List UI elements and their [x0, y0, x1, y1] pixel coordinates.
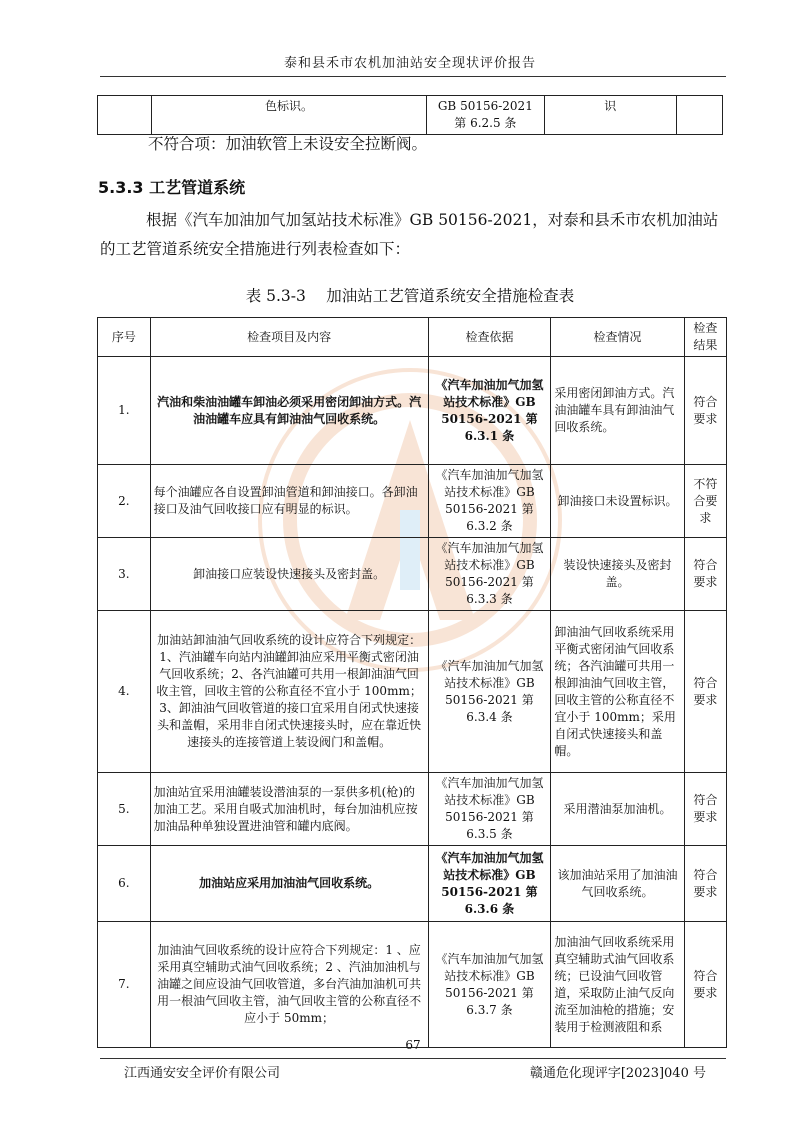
table-cell: GB 50156-2021 第 6.2.5 条	[427, 96, 544, 135]
table-row	[98, 922, 727, 1048]
col-header-no: 序号	[98, 318, 151, 357]
row-item: 加油油气回收系统的设计应符合下列规定：1 、应采用真空辅助式油气回收系统；2 、汽油加油机与油罐之间应设油气回收管道，多台汽油加油机可共用一根油气回收主管，油气回收主管的公称直径不应小于 50mm；	[150, 922, 428, 1048]
row-status: 该加油站采用了加油油气回收系统。	[551, 846, 684, 922]
table-row	[98, 611, 727, 773]
row-basis: 《汽车加油加气加氢站技术标准》GB 50156-2021 第 6.3.6 条	[428, 846, 551, 922]
row-status: 卸油接口未设置标识。	[551, 465, 684, 538]
section-heading: 5.3.3 工艺管道系统	[98, 178, 246, 197]
row-item: 卸油接口应装设快速接头及密封盖。	[150, 538, 428, 611]
footer-doc-number: 赣通危化现评字[2023]040 号	[529, 1066, 706, 1081]
row-basis: 《汽车加油加气加氢站技术标准》GB 50156-2021 第 6.3.3 条	[428, 538, 551, 611]
table-row	[98, 846, 727, 922]
row-item: 汽油和柴油油罐车卸油必须采用密闭卸油方式。汽油油罐车应具有卸油油气回收系统。	[150, 357, 428, 465]
row-result: 符合要求	[684, 773, 726, 846]
row-result: 符合要求	[684, 538, 726, 611]
row-basis: 《汽车加油加气加氢站技术标准》GB 50156-2021 第 6.3.5 条	[428, 773, 551, 846]
col-header-item: 检查项目及内容	[150, 318, 428, 357]
row-item: 加油站应采用加油油气回收系统。	[150, 846, 428, 922]
inspection-table	[97, 317, 727, 1048]
row-status: 加油油气回收系统采用真空辅助式油气回收系统；已设油气回收管道，采取防止油气反向流至加油枪的措施；安装用于检测液阻和系	[551, 922, 684, 1048]
table-row	[98, 96, 723, 135]
row-basis: 《汽车加油加气加氢站技术标准》GB 50156-2021 第 6.3.1 条	[428, 357, 551, 465]
row-result: 不符合要求	[684, 465, 726, 538]
table-header-row	[98, 318, 727, 357]
row-no: 6.	[98, 846, 151, 922]
continued-table	[97, 95, 723, 135]
row-status: 采用潜油泵加油机。	[551, 773, 684, 846]
col-header-status: 检查情况	[551, 318, 684, 357]
row-no: 7.	[98, 922, 151, 1048]
row-no: 4.	[98, 611, 151, 773]
row-result: 符合要求	[684, 922, 726, 1048]
page-header: 泰和县禾市农机加油站安全现状评价报告	[283, 56, 536, 71]
row-basis: 《汽车加油加气加氢站技术标准》GB 50156-2021 第 6.3.2 条	[428, 465, 551, 538]
table-row	[98, 773, 727, 846]
row-item: 加油站宜采用油罐装设潜油泵的一泵供多机(枪)的加油工艺。采用自吸式加油机时，每台加油机应按加油品种单独设置进油管和罐内底阀。	[150, 773, 428, 846]
col-header-result: 检查结果	[684, 318, 726, 357]
header-divider	[100, 76, 726, 77]
row-status: 装设快速接头及密封盖。	[551, 538, 684, 611]
row-basis: 《汽车加油加气加氢站技术标准》GB 50156-2021 第 6.3.7 条	[428, 922, 551, 1048]
row-no: 5.	[98, 773, 151, 846]
intro-paragraph: 根据《汽车加油加气加氢站技术标准》GB 50156-2021，对泰和县禾市农机加油站的工艺管道系统安全措施进行列表检查如下：	[100, 211, 719, 258]
row-result: 符合要求	[684, 846, 726, 922]
row-no: 3.	[98, 538, 151, 611]
row-item: 加油站卸油油气回收系统的设计应符合下列规定：1、汽油罐车向站内油罐卸油应采用平衡式密闭油气回收系统；2、各汽油罐可共用一根卸油油气回收主管，回收主管的公称直径不宜小于 100mm；3、卸油油气回收管道的接口宜采用自闭式快速接头和盖帽，采用非自闭式快速接头时，应在靠近快速接头的连接管道上装设阀门和盖帽。	[150, 611, 428, 773]
row-result: 符合要求	[684, 357, 726, 465]
row-result: 符合要求	[684, 611, 726, 773]
table-row	[98, 465, 727, 538]
row-no: 1.	[98, 357, 151, 465]
footer-company: 江西通安安全评价有限公司	[124, 1066, 281, 1081]
row-basis: 《汽车加油加气加氢站技术标准》GB 50156-2021 第 6.3.4 条	[428, 611, 551, 773]
row-item: 每个油罐应各自设置卸油管道和卸油接口。各卸油接口及油气回收接口应有明显的标识。	[150, 465, 428, 538]
row-no: 2.	[98, 465, 151, 538]
col-header-basis: 检查依据	[428, 318, 551, 357]
table-caption: 表 5.3-3 加油站工艺管道系统安全措施检查表	[245, 287, 575, 305]
footer-divider	[100, 1058, 726, 1059]
table-row	[98, 538, 727, 611]
table-cell: 色标识。	[151, 96, 426, 135]
nonconformity-text: 不符合项：加油软管上未设安全拉断阀。	[148, 135, 428, 153]
row-status: 采用密闭卸油方式。汽油油罐车具有卸油油气回收系统。	[551, 357, 684, 465]
page-number: 67	[405, 1038, 421, 1052]
row-status: 卸油油气回收系统采用平衡式密闭油气回收系统；各汽油罐可共用一根卸油油气回收主管，回收主管的公称直径不宜小于 100mm；采用自闭式快速接头和盖帽。	[551, 611, 684, 773]
table-cell: 识	[544, 96, 676, 135]
table-row	[98, 357, 727, 465]
